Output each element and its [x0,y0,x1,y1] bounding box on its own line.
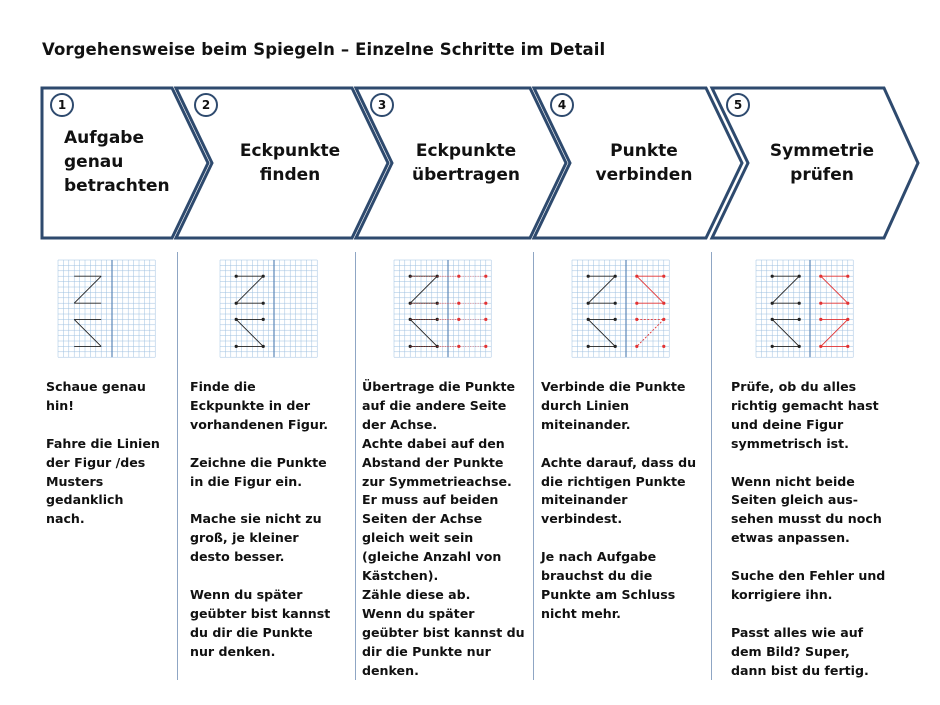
vertex-point [587,318,590,321]
vertex-point [614,275,617,278]
vertex-point [771,275,774,278]
column-text-1: Schaue genau hin! Fahre die Linien der Figur /des Musters gedanklich nach. [46,379,160,527]
step-number-1: 1 [50,93,74,117]
vertex-point [235,275,238,278]
step-label-4: Punkte verbinden [595,141,693,185]
vertex-point [235,345,238,348]
step-number-5: 5 [726,93,750,117]
shape-line [236,319,263,346]
step-number-2: 2 [194,93,218,117]
column-text-2: Finde die Eckpunkte in der vorhandenen Figur. Zeichne die Punkte in die Figur ein. Mache sie nicht zu groß, je kleiner desto besser. Wenn du später geübter bist kannst du dir die Punkte nur denken. [190,379,331,659]
vertex-point [771,318,774,321]
shape-line [74,319,101,346]
column-text-5: Prüfe, ob du alles richtig gemacht hast und deine Figur symmetrisch ist. Wenn nicht beide Seiten gleich aus- sehen musst du noch etwas anpassen. Suche den Fehler und korrigiere ihn. Passt alles wie auf dem Bild? Super, dann bist du fertig. [731,379,886,678]
vertex-point [587,275,590,278]
vertex-point [262,345,265,348]
shape-line [821,319,848,346]
step-label-1: Aufgabe genau betrachten [64,128,170,196]
shape-line [588,319,615,346]
vertex-point [587,345,590,348]
step-label-3: Eckpunkte übertragen [412,141,520,185]
shape-line [637,276,664,303]
column-text-4: Verbinde die Punkte durch Linien miteinander. Achte darauf, dass du die richtigen Punkte miteinander verbindest. Je nach Aufgabe brauchst du die Punkte am Schluss nicht mehr. [541,379,697,621]
vertex-point [235,302,238,305]
shape-line [410,276,437,303]
step-number-4: 4 [550,93,574,117]
vertex-point [262,302,265,305]
thumbnail-step-2 [192,252,327,367]
thumbnail-step-3 [366,252,501,367]
thumbnail-step-4 [544,252,679,367]
shape-line [772,276,799,303]
shape-line [588,276,615,303]
vertex-point [262,275,265,278]
vertex-point [235,318,238,321]
vertex-point [798,345,801,348]
shape-line [410,319,437,346]
vertex-point [798,302,801,305]
step-label-2: Eckpunkte finden [239,141,341,185]
column-divider-2 [355,252,356,680]
column-text-3: Übertrage die Punkte auf die andere Seite der Achse. Achte dabei auf den Abstand der Punkte zur Symmetrieachse. Er muss auf beiden Seiten der Achse gleich weit sein (gleiche Anzahl von Kästchen). Zähle diese ab. Wenn du später geübter bist kannst du dir die Punkte nur denken. [362,379,525,678]
vertex-point [614,345,617,348]
vertex-point [587,302,590,305]
column-divider-4 [711,252,712,680]
page-title: Vorgehensweise beim Spiegeln – Einzelne Schritte im Detail [42,40,606,59]
shape-line [821,276,848,303]
shape-line [74,276,101,303]
vertex-point [771,302,774,305]
vertex-point [798,275,801,278]
vertex-point [798,318,801,321]
vertex-point [662,345,665,348]
shape-line [236,276,263,303]
vertex-point [614,318,617,321]
vertex-point [262,318,265,321]
thumbnail-step-1 [30,252,165,367]
vertex-point [771,345,774,348]
shape-line [637,319,664,346]
vertex-point [614,302,617,305]
column-divider-1 [177,252,178,680]
step-number-3: 3 [370,93,394,117]
shape-line [772,319,799,346]
step-label-5: Symmetrie prüfen [769,141,875,185]
thumbnail-step-5 [728,252,863,367]
column-divider-3 [533,252,534,680]
